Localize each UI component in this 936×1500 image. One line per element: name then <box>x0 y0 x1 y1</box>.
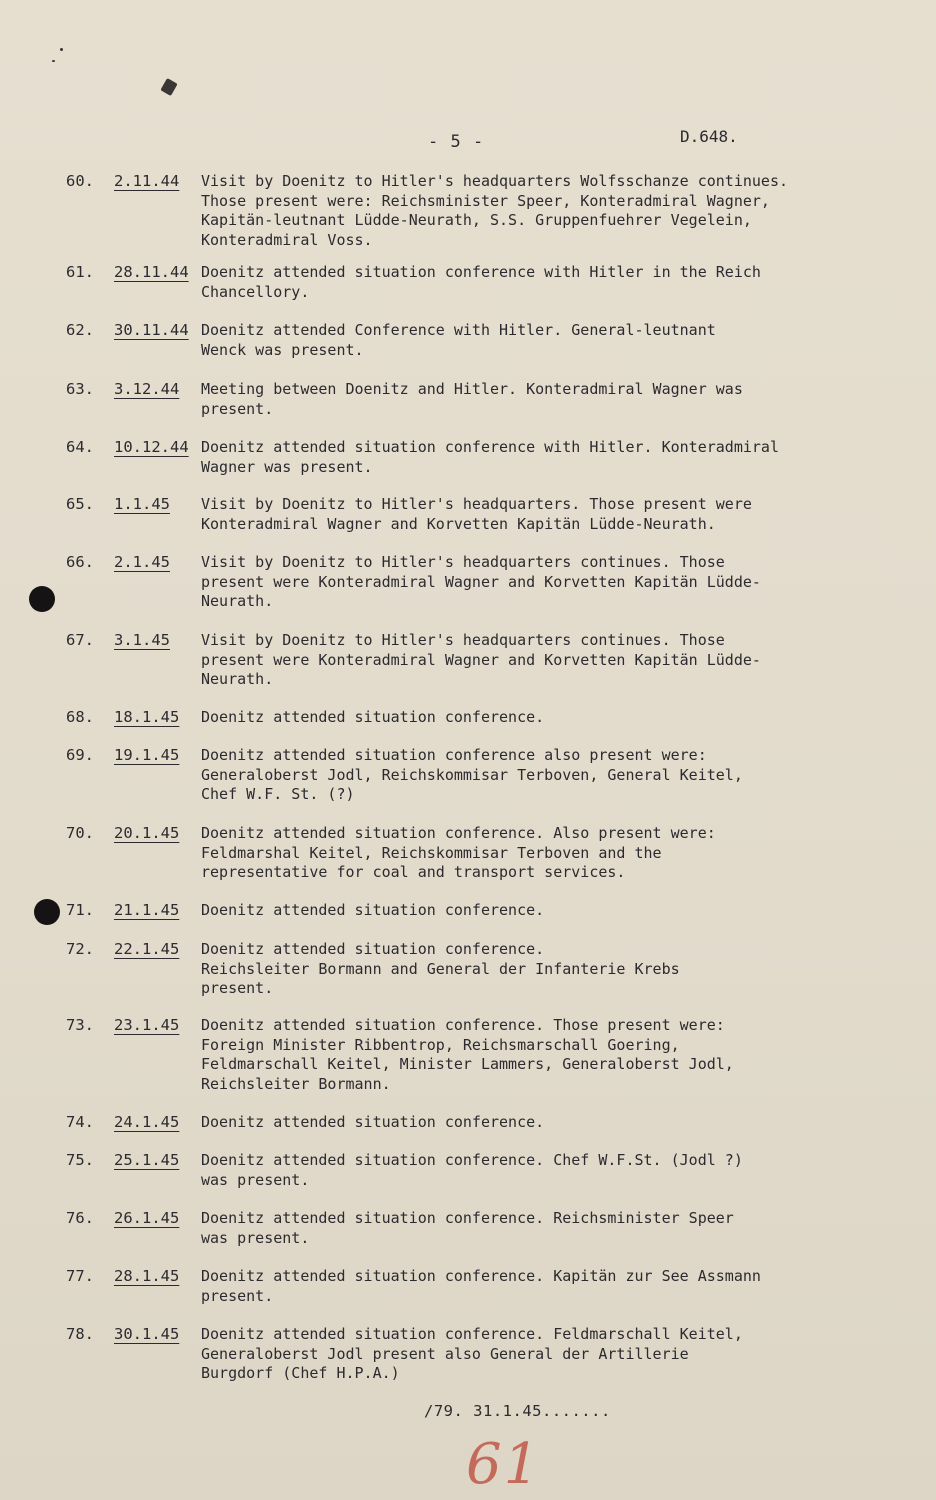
entry-text: Doenitz attended situation conference. <box>201 1113 545 1131</box>
entry-number: 75. <box>66 1151 94 1169</box>
handwritten-page-number: 61 <box>466 1432 542 1497</box>
entry-number: 71. <box>66 901 94 919</box>
entry-date: 1.1.45 <box>114 495 170 513</box>
entry-number: 62. <box>66 321 94 339</box>
entry-number: 65. <box>66 495 94 513</box>
entry-number: 70. <box>66 824 94 842</box>
ink-mark <box>160 78 177 96</box>
entry-date: 24.1.45 <box>114 1113 180 1131</box>
entry-date: 20.1.45 <box>114 824 180 842</box>
entry-number: 74. <box>66 1113 94 1131</box>
entry-number: 63. <box>66 380 94 398</box>
entry-text: Doenitz attended situation conference. Also present were: Feldmarshal Keitel, Reichskommisar Terboven and the representative for coal and transport services. <box>201 824 716 881</box>
entry-text: Doenitz attended Conference with Hitler. General-leutnant Wenck was present. <box>201 321 716 359</box>
entry-number: 66. <box>66 553 94 571</box>
entry-text: Doenitz attended situation conference. <box>201 901 545 919</box>
continuation-line: /79. 31.1.45....... <box>424 1402 611 1420</box>
entry-text: Visit by Doenitz to Hitler's headquarters continues. Those present were Konteradmiral Wagner and Korvetten Kapitän Lüdde- Neurath. <box>201 553 761 610</box>
entry-date: 23.1.45 <box>114 1016 180 1034</box>
entry-text: Doenitz attended situation conference. Those present were: Foreign Minister Ribbentrop, Reichsmarschall Goering, Feldmarschall Keitel, Minister Lammers, Generaloberst Jodl, Reichsleiter Bormann. <box>201 1016 734 1093</box>
entry-date: 19.1.45 <box>114 746 180 764</box>
entry-date: 2.1.45 <box>114 553 170 571</box>
page-number: - 5 - <box>428 132 485 152</box>
entry-date: 30.11.44 <box>114 321 189 339</box>
entry-date: 18.1.45 <box>114 708 180 726</box>
document-reference: D.648. <box>680 127 738 146</box>
entry-number: 76. <box>66 1209 94 1227</box>
ink-speck <box>52 60 55 62</box>
entry-number: 77. <box>66 1267 94 1285</box>
entry-date: 26.1.45 <box>114 1209 180 1227</box>
entry-text: Doenitz attended situation conference also present were: Generaloberst Jodl, Reichskommisar Terboven, General Keitel, Chef W.F. St. (?) <box>201 746 743 803</box>
entry-text: Doenitz attended situation conference. <box>201 708 545 726</box>
entry-number: 60. <box>66 172 94 190</box>
entry-text: Visit by Doenitz to Hitler's headquarters. Those present were Konteradmiral Wagner and Korvetten Kapitän Lüdde-Neurath. <box>201 495 752 533</box>
entry-date: 21.1.45 <box>114 901 180 919</box>
entry-text: Doenitz attended situation conference with Hitler. Konteradmiral Wagner was present. <box>201 438 779 476</box>
entry-text: Doenitz attended situation conference. Kapitän zur See Assmann present. <box>201 1267 761 1305</box>
entry-number: 64. <box>66 438 94 456</box>
ink-speck <box>60 48 63 51</box>
entry-date: 30.1.45 <box>114 1325 180 1343</box>
entry-date: 22.1.45 <box>114 940 180 958</box>
entry-text: Doenitz attended situation conference. Reichsleiter Bormann and General der Infanterie Krebs present. <box>201 940 680 997</box>
punch-hole <box>34 899 60 925</box>
entry-number: 68. <box>66 708 94 726</box>
entry-number: 72. <box>66 940 94 958</box>
entry-date: 2.11.44 <box>114 172 180 190</box>
entry-date: 10.12.44 <box>114 438 189 456</box>
entry-date: 25.1.45 <box>114 1151 180 1169</box>
entry-text: Doenitz attended situation conference. Feldmarschall Keitel, Generaloberst Jodl present also General der Artillerie Burgdorf (Chef H.P.A.) <box>201 1325 743 1382</box>
entry-date: 3.1.45 <box>114 631 170 649</box>
entry-date: 3.12.44 <box>114 380 180 398</box>
entry-text: Visit by Doenitz to Hitler's headquarters Wolfsschanze continues. Those present were: Reichsminister Speer, Konteradmiral Wagner, Kapitän-leutnant Lüdde-Neurath, S.S. Gruppenfuehrer Vegelein, Konteradmiral Voss. <box>201 172 788 249</box>
entry-text: Meeting between Doenitz and Hitler. Konteradmiral Wagner was present. <box>201 380 743 418</box>
punch-hole <box>29 586 55 612</box>
entry-text: Doenitz attended situation conference. Chef W.F.St. (Jodl ?) was present. <box>201 1151 743 1189</box>
entry-date: 28.1.45 <box>114 1267 180 1285</box>
entry-number: 67. <box>66 631 94 649</box>
entry-text: Doenitz attended situation conference. Reichsminister Speer was present. <box>201 1209 734 1247</box>
entry-text: Doenitz attended situation conference with Hitler in the Reich Chancellory. <box>201 263 761 301</box>
entry-text: Visit by Doenitz to Hitler's headquarters continues. Those present were Konteradmiral Wagner and Korvetten Kapitän Lüdde- Neurath. <box>201 631 761 688</box>
entry-number: 73. <box>66 1016 94 1034</box>
entry-date: 28.11.44 <box>114 263 189 281</box>
entry-number: 78. <box>66 1325 94 1343</box>
entry-number: 69. <box>66 746 94 764</box>
entry-number: 61. <box>66 263 94 281</box>
